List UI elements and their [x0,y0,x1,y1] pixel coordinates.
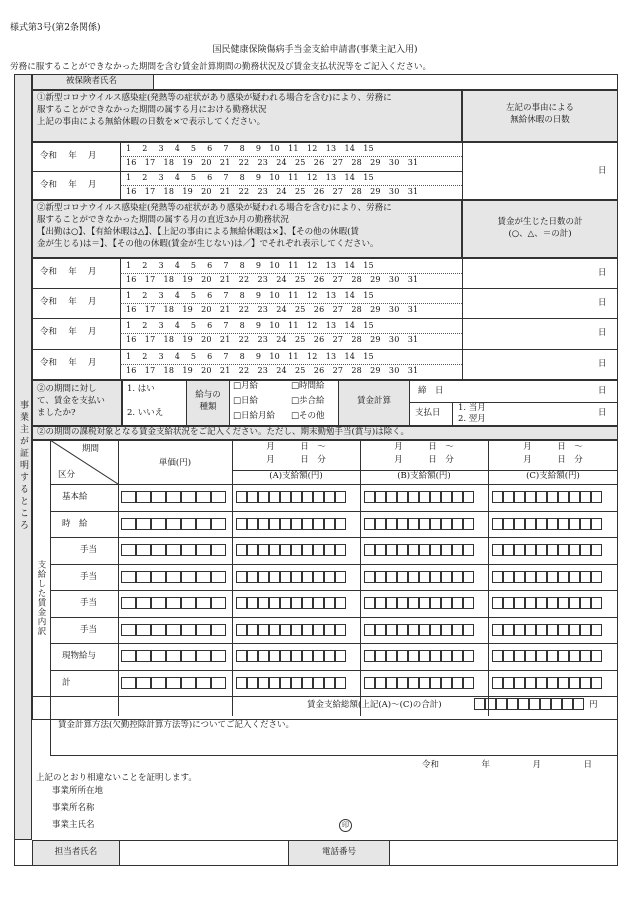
amount-c-cells[interactable] [492,518,602,530]
amount-b-cells[interactable] [364,518,474,530]
total-yen: 円 [589,700,598,710]
wage-type-hourly[interactable]: □時間給 [291,381,325,391]
payment-no-option[interactable]: 2. いいえ [127,408,164,418]
amount-a-cells[interactable] [236,624,346,636]
payment-question-3: ましたか? [37,408,76,418]
column-c-header: (C)支給額(円) [526,471,580,481]
amount-a-cells[interactable] [236,491,346,503]
total-label: 賃金支給総額(上記(A)～(C)の合計) [307,700,442,710]
seal-label: 印 [342,821,349,829]
s2-row2-days-b[interactable]: 16 17 18 19 20 21 22 23 24 25 26 27 28 29 30 31 [126,305,419,314]
unit-price-cells[interactable] [121,491,226,503]
form-instruction: 労務に服することができなかった期間を含む賃金計算期間の勤務状況及び賃金支払状況等をご記入ください。 [10,62,432,72]
phone-label: 電話番号 [321,847,356,857]
amount-c-cells[interactable] [492,677,602,689]
amount-c-cells[interactable] [492,597,602,609]
amount-c-cells[interactable] [492,544,602,556]
unit-price-cells[interactable] [121,597,226,609]
amount-b-cells[interactable] [364,571,474,583]
payday-unit: 日 [598,408,607,418]
s1-days-unit: 日 [598,166,607,176]
wage-row-label: 計 [62,678,71,688]
unit-price-cells[interactable] [121,624,226,636]
amount-a-cells[interactable] [236,650,346,662]
period-c-1[interactable]: 月 日 ～ [523,442,583,452]
section2-text-4: 金が生じる)は＝】、【その他の休暇(賃金が生じない)は／】でそれぞれ表示してください。 [37,239,379,249]
s1-row2-label: 令和 年 月 [40,180,97,190]
form-number: 様式第3号(第2条関係) [10,23,101,33]
staff-field[interactable] [120,840,288,866]
s1-row2-days-b[interactable]: 16 17 18 19 20 21 22 23 24 25 26 27 28 29 30 31 [126,187,419,196]
side-label: 事業主が証明するところ [18,400,28,532]
wage-type-daily-monthly[interactable]: □日給月給 [233,411,276,421]
amount-a-cells[interactable] [236,677,346,689]
payday-label: 支払日 [415,408,441,418]
period-b-1[interactable]: 月 日 ～ [394,442,454,452]
period-a-1[interactable]: 月 日 ～ [266,442,326,452]
column-b-header: (B)支給額(円) [397,471,451,481]
company-label: 事業所名称 [52,803,95,813]
amount-c-cells[interactable] [492,624,602,636]
amount-b-cells[interactable] [364,650,474,662]
wage-row-label: 基本給 [62,492,88,502]
wage-row-label: 手当 [80,545,98,555]
wage-row-label: 手当 [80,598,98,608]
unit-price-cells[interactable] [121,571,226,583]
wage-row-label: 手当 [80,625,98,635]
section2-text-1: ②新型コロナウイルス感染症(発熱等の症状があり感染が疑われる場合を含む)により、労務に [37,203,392,213]
section2-right-2: (○、△、＝の計) [508,229,572,239]
s2-row3-days-b[interactable]: 16 17 18 19 20 21 22 23 24 25 26 27 28 29 30 31 [126,335,419,344]
wage-row-label: 時 給 [62,519,88,529]
section1-text-1: ①新型コロナウイルス感染症(発熱等の症状があり感染が疑われる場合を含む)により、労務に [37,93,392,103]
unit-price-cells[interactable] [121,544,226,556]
staff-label: 担当者氏名 [54,847,98,857]
s2-row1-days-a[interactable]: 1 2 3 4 5 6 7 8 9 10 11 12 13 14 15 [126,261,374,270]
wage-type-monthly[interactable]: □月給 [233,381,259,391]
s1-row1-label: 令和 年 月 [40,151,97,161]
s2-row1-days-b[interactable]: 16 17 18 19 20 21 22 23 24 25 26 27 28 29 30 31 [126,275,419,284]
payment-question-1: ②の期間に対し [37,384,97,394]
amount-b-cells[interactable] [364,597,474,609]
wage-row-label: 現物給与 [62,651,97,661]
wage-row-label: 手当 [80,572,98,582]
period-b-2[interactable]: 月 日 分 [394,455,454,465]
s2-row2-unit: 日 [598,298,607,308]
s2-row4-label: 令和 年 月 [40,358,97,368]
amount-c-cells[interactable] [492,491,602,503]
section3-text: ②の期間の課税対象となる賃金支給状況をご記入ください。ただし、期末勤勉手当(賞与)は除く。 [37,427,409,437]
amount-b-cells[interactable] [364,624,474,636]
method-label: 賃金計算方法(欠勤控除計算方法等)についてご記入ください。 [58,720,294,730]
wage-type-other[interactable]: □その他 [291,411,325,421]
s1-row1-days-b[interactable]: 16 17 18 19 20 21 22 23 24 25 26 27 28 29 30 31 [126,158,419,167]
amount-b-cells[interactable] [364,677,474,689]
payday-opt-2[interactable]: 2. 翌月 [458,414,486,424]
section2-right-1: 賃金が生じた日数の計 [497,217,583,227]
wage-type-label-1: 給与の [195,390,221,400]
section1-text-3: 上記の事由による無給休暇の日数を×で表示してください。 [37,117,266,127]
column-a-header: (A)支給額(円) [269,471,323,481]
s2-row4-days-a[interactable]: 1 2 3 4 5 6 7 8 9 10 11 12 13 14 15 [126,352,374,361]
s1-row2-days-a[interactable]: 1 2 3 4 5 6 7 8 9 10 11 12 13 14 15 [126,173,374,182]
s2-row4-unit: 日 [598,359,607,369]
form-title: 国民健康保険傷病手当金支給申請書(事業主記入用) [212,45,418,55]
certify-statement: 上記のとおり相違ないことを証明します。 [36,773,197,783]
address-label: 事業所所在地 [52,786,104,796]
amount-c-cells[interactable] [492,571,602,583]
seal-icon [339,819,352,832]
section1-right-2: 無給休暇の日数 [510,115,570,125]
unit-price-label: 単価(円) [158,458,192,468]
s2-row2-label: 令和 年 月 [40,297,97,307]
cutoff-label: 締 日 [418,386,444,396]
section1-right-1: 左記の事由による [505,103,574,113]
amount-c-cells[interactable] [492,650,602,662]
certify-date[interactable]: 令和 年 月 日 [422,760,593,770]
payment-yes-option[interactable]: 1. はい [127,384,155,394]
amount-a-cells[interactable] [236,597,346,609]
payday-opt-1[interactable]: 1. 当月 [458,403,486,413]
payment-question-2: て、賃金を支払い [37,396,105,406]
s2-row3-label: 令和 年 月 [40,327,97,337]
s2-row1-unit: 日 [598,268,607,278]
wage-breakdown-label: 支給した賃金内訳 [36,560,46,636]
unit-price-cells[interactable] [121,518,226,530]
owner-label: 事業主氏名 [52,820,95,830]
s2-row1-label: 令和 年 月 [40,267,97,277]
total-amount-cells[interactable] [474,698,584,710]
s2-row2-days-a[interactable]: 1 2 3 4 5 6 7 8 9 10 11 12 13 14 15 [126,291,374,300]
section2-text-3: 【出勤は○】、【有給休暇は△】、【上記の事由による無給休暇は×】、【その他の休暇(賃 [37,227,359,237]
section2-text-2: 服することができなかった期間の属する月の直近3か月の勤務状況 [37,215,289,225]
amount-b-cells[interactable] [364,544,474,556]
s2-row4-days-b[interactable]: 16 17 18 19 20 21 22 23 24 25 26 27 28 29 30 31 [126,366,419,375]
period-c-2[interactable]: 月 日 分 [523,455,583,465]
s2-row3-unit: 日 [598,328,607,338]
unit-price-cells[interactable] [121,650,226,662]
category-label: 区分 [58,470,76,480]
cutoff-unit: 日 [598,386,607,396]
method-field[interactable] [50,716,618,756]
amount-a-cells[interactable] [236,518,346,530]
wage-type-label-2: 種類 [199,402,217,412]
calc-label: 賃金計算 [356,396,391,406]
wage-type-daily[interactable]: □日給 [233,396,259,406]
period-a-2[interactable]: 月 日 分 [266,455,326,465]
s2-row3-days-a[interactable]: 1 2 3 4 5 6 7 8 9 10 11 12 13 14 15 [126,321,374,330]
wage-type-commission[interactable]: □歩合給 [291,396,325,406]
unit-price-cells[interactable] [121,677,226,689]
amount-b-cells[interactable] [364,491,474,503]
amount-a-cells[interactable] [236,571,346,583]
insured-name-field[interactable] [154,74,618,90]
period-label: 期間 [82,444,100,454]
amount-a-cells[interactable] [236,544,346,556]
section1-text-2: 服することができなかった期間の属する月における勤務状況 [37,105,267,115]
s1-row1-days-a[interactable]: 1 2 3 4 5 6 7 8 9 10 11 12 13 14 15 [126,144,374,153]
insured-name-label: 被保険者氏名 [66,76,118,86]
phone-field[interactable] [390,840,618,866]
